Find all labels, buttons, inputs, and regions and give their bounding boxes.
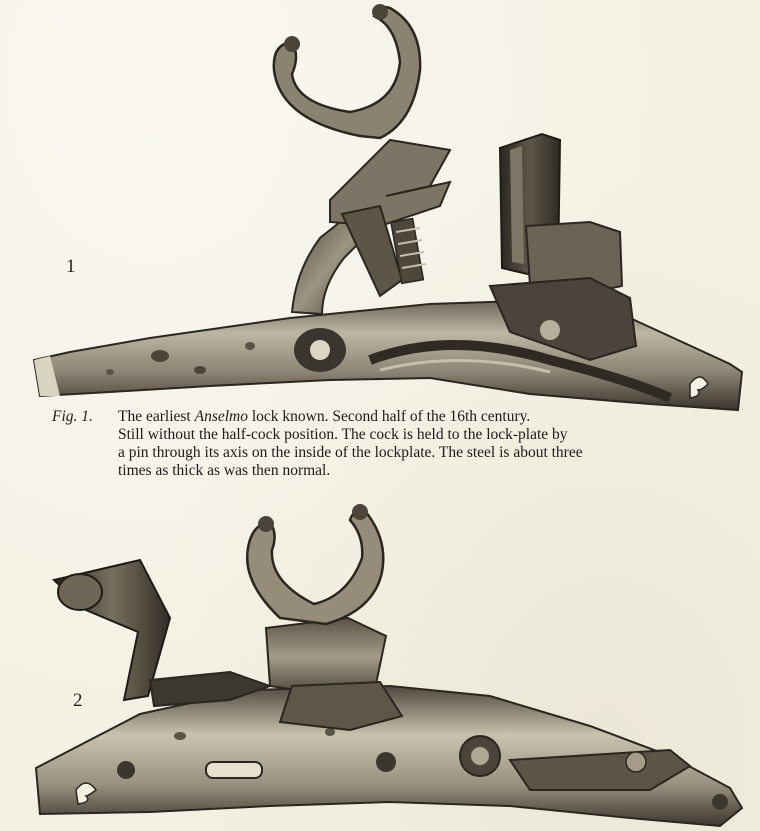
caption-line-1-end: lock known. Second half of the 16th century. (248, 408, 531, 425)
caption-line-2: Still without the half-cock position. The cock is held to the lock-plate by (118, 426, 568, 443)
cock (274, 4, 450, 314)
caption-label: Fig. 1. (52, 408, 93, 425)
caption-text (118, 408, 718, 480)
caption-line-4: times as thick as was then normal. (118, 462, 331, 479)
figure-number-1: 1 (66, 256, 76, 277)
figure-number-2: 2 (73, 690, 83, 711)
lock-photograph-2 (30, 500, 742, 831)
lock-plate (34, 300, 742, 410)
caption-italic-anselmo: Anselmo (194, 408, 248, 425)
caption-line-1 (118, 408, 718, 426)
lock-photograph-1 (30, 0, 742, 412)
caption-line-3: a pin through its axis on the inside of the lockplate. The steel is about three (118, 444, 583, 461)
caption-line-1-start: The earliest (118, 408, 195, 425)
steel-2 (54, 560, 270, 706)
steel (490, 134, 636, 360)
